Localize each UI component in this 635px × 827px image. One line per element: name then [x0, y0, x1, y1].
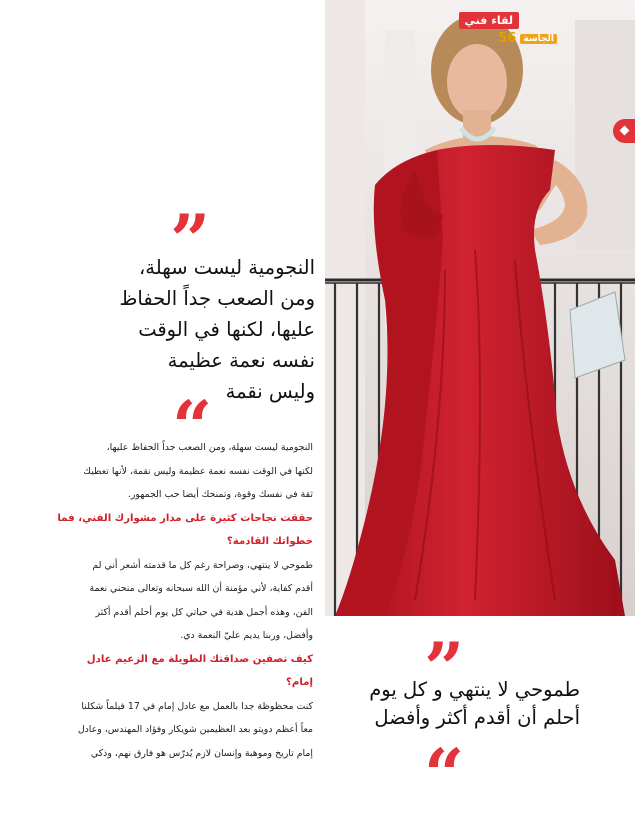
cover-photo	[325, 0, 635, 616]
pull-quote-1-line: عليها، لكنها في الوقت	[138, 318, 315, 341]
body-line: وأفضل، وربنا يديم عليّ النعمة دي.	[180, 630, 313, 641]
closing-quote-mark-1: “	[172, 385, 213, 468]
closing-quote-mark-2: “	[424, 733, 465, 816]
page-edge-tab	[613, 119, 635, 143]
question-line: كيف تصفين صداقتك الطويلة مع الزعيم عادل	[86, 653, 313, 665]
page-number: 56	[498, 31, 517, 46]
diamond-icon	[620, 126, 630, 136]
body-line: أقدم كفاية، لأني مؤمنة أن الله سبحانه وتعالى منحني نعمة	[89, 583, 313, 594]
question-line: خطواتك القادمة؟	[226, 536, 313, 547]
body-line: النجومية ليست سهلة، ومن الصعب جداً الحفاظ عليها،	[106, 442, 313, 453]
red-gown-photo-illustration	[325, 0, 635, 616]
pull-quote-1-line: نفسه نعمة عظيمة	[167, 349, 315, 372]
pull-quote-2-line: طموحي لا ينتهي و كل يوم	[369, 678, 580, 701]
question-line: إمام؟	[285, 677, 313, 688]
page-indicator	[498, 31, 557, 46]
pull-quote-2-line: أحلم أن أقدم أكثر وأفضل	[374, 706, 580, 729]
body-line: لكنها في الوقت نفسه نعمة عظيمة وليس نقمة، لأنها تعطيك	[83, 465, 313, 477]
pull-quote-1-line: ومن الصعب جداً الحفاظ	[119, 287, 315, 310]
pull-quote-1-line: وليس نقمة	[225, 380, 315, 403]
question-line: حققت نجاحات كثيرة على مدار مشوارك الفني، فما	[57, 512, 313, 524]
magazine-logo: الجاسة	[520, 34, 557, 44]
pull-quote-1	[45, 252, 315, 407]
body-line: طموحي لا ينتهي، وصراحة رغم كل ما قدمته أشعر أني لم	[92, 559, 313, 571]
pull-quote-1-line: النجومية ليست سهلة،	[139, 256, 315, 279]
article-body	[17, 436, 313, 765]
body-line: إمام تاريخ وموهبة وإنسان لازم يُدرّس هو فارق نهم، وذكي	[90, 747, 313, 759]
section-label: لقاء فني	[459, 12, 519, 29]
body-line: الفن، وهذه أجمل هدية في حياتي كل يوم أحلم أقدم أكثر	[95, 606, 313, 618]
opening-quote-mark-1: ”	[170, 199, 211, 282]
body-line: كنت محظوظة جدا بالعمل مع عادل إمام في 17 فيلماً شكلنا	[81, 700, 313, 712]
pull-quote-2	[280, 676, 580, 732]
body-line: ثقة في نفسك وقوة، وتمنحك أيضا حب الجمهور.	[127, 489, 313, 500]
opening-quote-mark-2: ”	[424, 627, 465, 710]
body-line: معاً أعظم دويتو بعد العظيمين شويكار وفؤاد المهندس، وعادل	[77, 724, 313, 735]
